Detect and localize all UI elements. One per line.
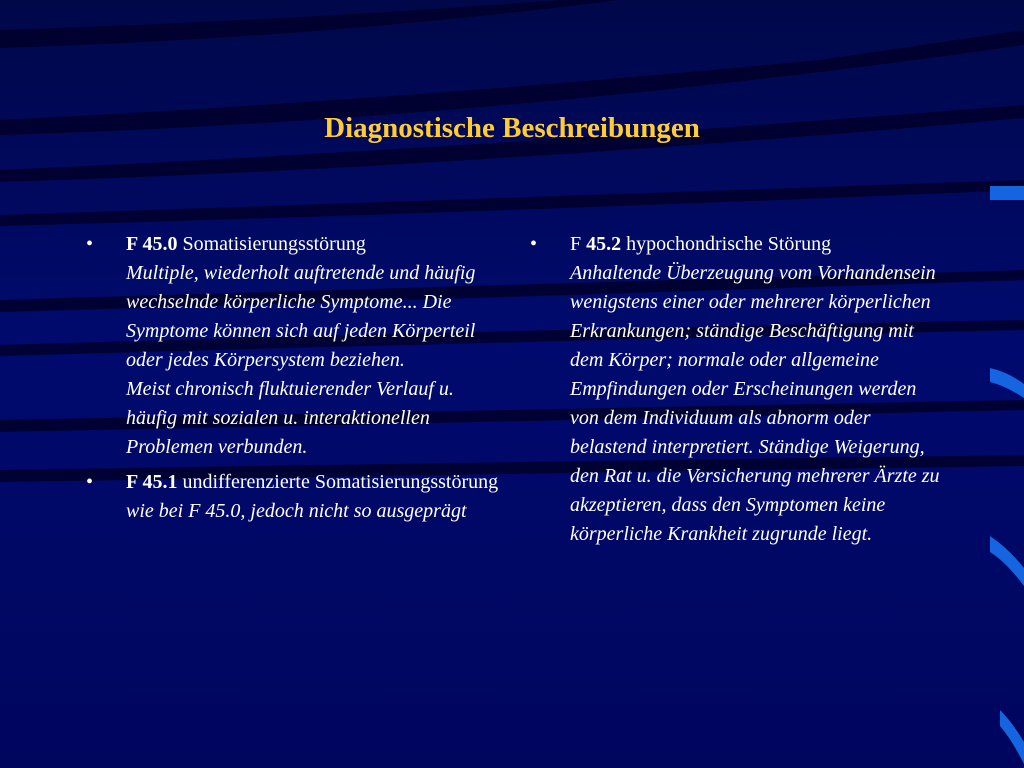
diagnosis-name: Somatisierungsstörung (182, 233, 366, 255)
list-item (86, 468, 506, 526)
right-column (530, 230, 950, 555)
diagnosis-description: wie bei F 45.0, jedoch nicht so ausgeprägt (126, 500, 467, 522)
diagnosis-description: Multiple, wiederholt auftretende und häufig wechselnde körperliche Symptome... Die Symptome können sich auf jeden Körperteil oder jedes Körpersystem beziehen. (126, 262, 476, 371)
list-item (530, 230, 950, 549)
diagnosis-code: F 45.0 (126, 233, 178, 255)
left-column (86, 230, 506, 532)
slide-title: Diagnostische Beschreibungen (324, 112, 700, 144)
bullet: • (86, 471, 94, 493)
diagnosis-description-extra: Meist chronisch fluktuierender Verlauf u. häufig mit sozialen u. interaktionellen Problemen verbunden. (126, 378, 454, 458)
diagnosis-code: F 45.1 (126, 471, 178, 493)
bullet: • (530, 233, 538, 255)
bullet: • (86, 233, 94, 255)
diagnosis-name: undifferenzierte Somatisierungsstörung (182, 471, 499, 493)
diagnosis-name: hypochondrische Störung (626, 233, 832, 255)
diagnosis-code: 45.2 (586, 233, 622, 255)
list-item (86, 230, 506, 462)
diagnosis-code-prefix: F (570, 233, 582, 255)
diagnosis-description: Anhaltende Überzeugung vom Vorhandensein wenigstens einer oder mehrerer körperlichen Erkrankungen; ständige Beschäftigung mit dem Körper; normale oder allgemeine Empfindungen oder Erscheinungen werden von dem Individuum als abnorm oder belastend interpretiert. Ständige Weigerung, den Rat u. die Versicherung mehrerer Ärzte zu akzeptieren, dass den Symptomen keine körperliche Krankheit zugrunde liegt. (570, 262, 940, 545)
